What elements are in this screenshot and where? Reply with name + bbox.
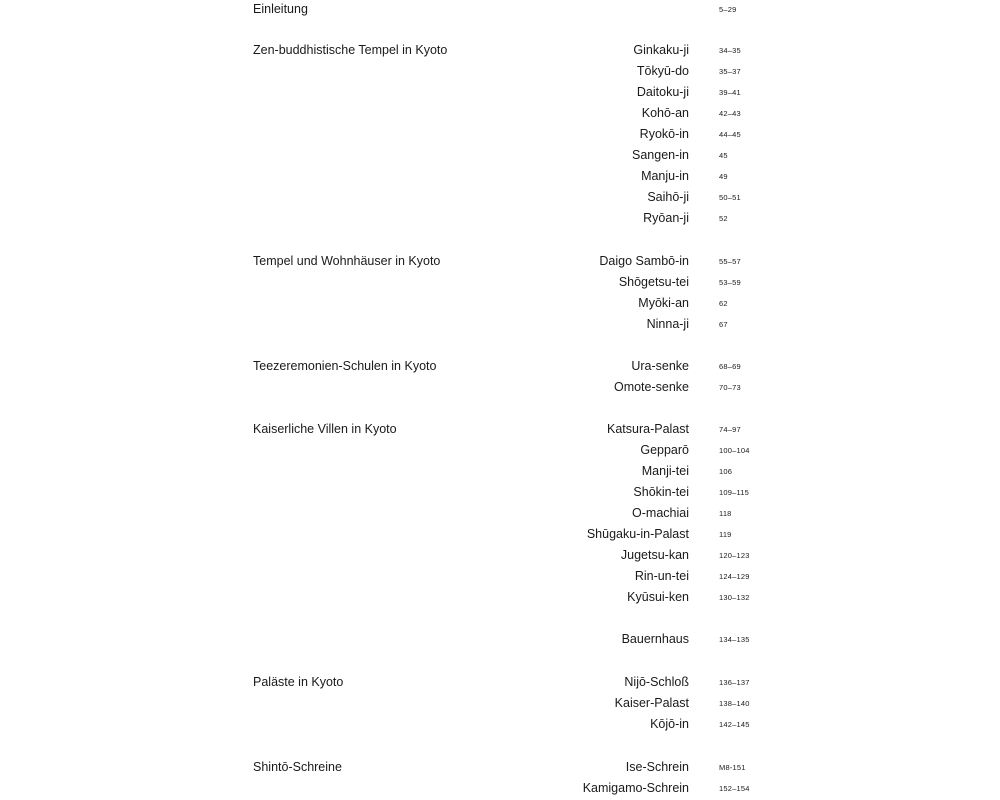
page-range: 124–129 [719, 572, 750, 581]
page-range: 52 [719, 214, 728, 223]
entry-title: Kaiser-Palast [614, 696, 689, 710]
page-range: 67 [719, 320, 728, 329]
entry-title: Ise-Schrein [625, 760, 689, 774]
page-range: 152–154 [719, 784, 750, 793]
entry-title: Kyūsui-ken [627, 590, 689, 604]
toc-row [0, 504, 1000, 524]
entry-title: Jugetsu-kan [620, 548, 689, 562]
entry-title: Daitoku-ji [636, 85, 689, 99]
page-range: 74–97 [719, 425, 741, 434]
page-range: 42–43 [719, 109, 741, 118]
toc-row [0, 62, 1000, 82]
page-range: 136–137 [719, 678, 750, 687]
toc-row [0, 41, 1000, 61]
entry-title: Omote-senke [613, 380, 689, 394]
entry-title: Daigo Sambō-in [599, 254, 689, 268]
entry-title: Kamigamo-Schrein [582, 781, 689, 795]
page-range: 62 [719, 299, 728, 308]
toc-row [0, 567, 1000, 587]
entry-title: Manji-tei [641, 464, 689, 478]
entry-title: Ura-senke [631, 359, 689, 373]
entry-title: Sangen-in [632, 148, 689, 162]
toc-row [0, 188, 1000, 208]
entry-title: Ryōan-ji [643, 211, 689, 225]
toc-row [0, 0, 1000, 20]
entry-title: Saihō-ji [647, 190, 689, 204]
toc-row [0, 758, 1000, 778]
page-range: 119 [719, 530, 732, 539]
toc-row [0, 252, 1000, 272]
toc-row [0, 715, 1000, 735]
entry-title: Shōkin-tei [633, 485, 689, 499]
toc-row [0, 630, 1000, 650]
toc-row [0, 483, 1000, 503]
section-title: Tempel und Wohnhäuser in Kyoto [253, 254, 441, 268]
toc-row [0, 209, 1000, 229]
toc-row [0, 83, 1000, 103]
entry-title: Myōki-an [638, 296, 689, 310]
entry-title: Ginkaku-ji [633, 43, 689, 57]
toc-row [0, 588, 1000, 608]
page-range: 142–145 [719, 720, 750, 729]
page-range: 70–73 [719, 383, 741, 392]
page-range: 53–59 [719, 278, 741, 287]
entry-title: Tōkyū-do [636, 64, 689, 78]
entry-title: Rin-un-tei [634, 569, 689, 583]
toc-row [0, 462, 1000, 482]
page-range: M8-151 [719, 763, 746, 772]
toc-row [0, 420, 1000, 440]
page-range: 45 [719, 151, 728, 160]
page-range: 44–45 [719, 130, 741, 139]
section-title: Teezeremonien-Schulen in Kyoto [253, 359, 437, 373]
page-range: 130–132 [719, 593, 750, 602]
entry-title: Shōgetsu-tei [618, 275, 689, 289]
page-range: 100–104 [719, 446, 750, 455]
entry-title: Kohō-an [641, 106, 689, 120]
page-range: 39–41 [719, 88, 741, 97]
page-range: 68–69 [719, 362, 741, 371]
section-title: Shintō-Schreine [253, 760, 342, 774]
entry-title: O-machiai [632, 506, 689, 520]
page-range: 34–35 [719, 46, 741, 55]
entry-title: Gepparō [640, 443, 689, 457]
toc-row [0, 546, 1000, 566]
entry-title: Ninna-ji [646, 317, 689, 331]
toc-row [0, 294, 1000, 314]
toc-row [0, 273, 1000, 293]
section-title: Kaiserliche Villen in Kyoto [253, 422, 397, 436]
page-range: 50–51 [719, 193, 741, 202]
toc-row [0, 146, 1000, 166]
page-range: 109–115 [719, 488, 750, 497]
entry-title: Kōjō-in [650, 717, 689, 731]
toc-row [0, 694, 1000, 714]
page-range: 35–37 [719, 67, 741, 76]
page-range: 55–57 [719, 257, 741, 266]
toc-row [0, 525, 1000, 545]
toc-row [0, 104, 1000, 124]
section-title: Zen-buddhistische Tempel in Kyoto [253, 43, 448, 57]
toc-row [0, 673, 1000, 693]
page-range: 106 [719, 467, 733, 476]
page-range: 49 [719, 172, 728, 181]
section-title: Einleitung [253, 2, 308, 16]
entry-title: Shūgaku-in-Palast [586, 527, 689, 541]
toc-row [0, 378, 1000, 398]
toc-row [0, 315, 1000, 335]
toc-row [0, 441, 1000, 461]
entry-title: Ryokō-in [639, 127, 689, 141]
toc-row [0, 125, 1000, 145]
page-range: 5–29 [719, 5, 737, 14]
toc-row [0, 357, 1000, 377]
page-range: 134–135 [719, 635, 750, 644]
entry-title: Manju-in [641, 169, 689, 183]
toc-row [0, 779, 1000, 799]
entry-title: Nijō-Schloß [624, 675, 689, 689]
toc-row [0, 167, 1000, 187]
page-range: 118 [719, 509, 732, 518]
section-title: Paläste in Kyoto [253, 675, 344, 689]
page-range: 138–140 [719, 699, 750, 708]
entry-title: Bauernhaus [621, 632, 689, 646]
entry-title: Katsura-Palast [607, 422, 689, 436]
page-range: 120–123 [719, 551, 750, 560]
